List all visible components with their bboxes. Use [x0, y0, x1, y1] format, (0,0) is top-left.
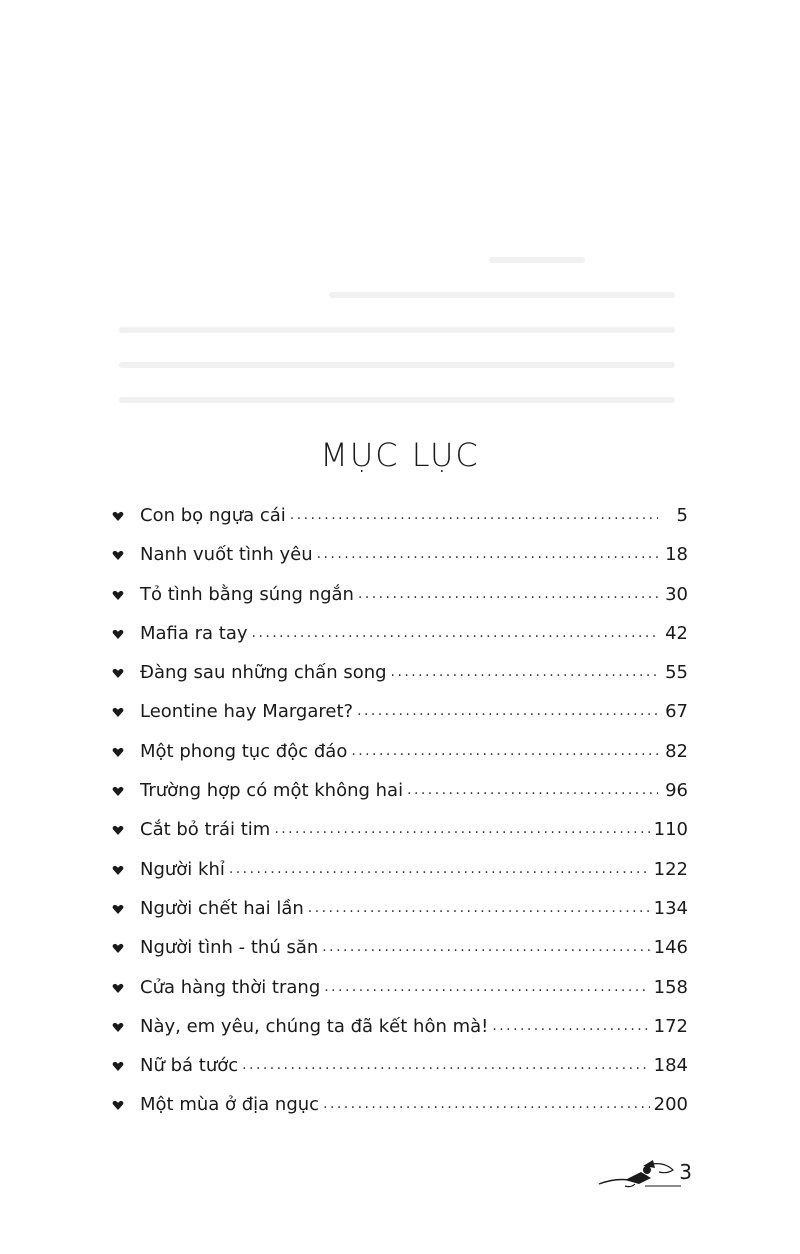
heart-icon [112, 667, 124, 679]
toc-entry [112, 701, 688, 740]
page-number: 3 [679, 1160, 692, 1184]
heart-icon [112, 549, 124, 561]
toc-entry-page: 67 [665, 701, 688, 723]
dot-leader [274, 821, 649, 837]
page-footer [595, 1150, 692, 1190]
toc-entry-page: 18 [665, 544, 688, 566]
dot-leader [323, 1096, 650, 1112]
flying-witch-icon [595, 1154, 685, 1190]
toc-entry [112, 584, 688, 623]
toc-entry [112, 1094, 688, 1133]
toc-entry-title: Leontine hay Margaret? [140, 701, 354, 723]
heart-icon [112, 1060, 124, 1072]
toc-entry [112, 977, 688, 1016]
toc-entry-page: 158 [653, 976, 688, 998]
dot-leader [308, 900, 650, 916]
toc-entry-title: Tỏ tình bằng súng ngắn [140, 583, 354, 605]
heart-icon [112, 628, 124, 640]
toc-entry [112, 1055, 688, 1094]
toc-entry-page: 146 [653, 937, 688, 959]
heart-icon [112, 942, 124, 954]
dot-leader [351, 743, 658, 759]
heart-icon [112, 785, 124, 797]
toc-entry-page: 122 [653, 858, 688, 880]
toc-entry-title: Con bọ ngựa cái [140, 505, 286, 526]
toc-entry [112, 623, 688, 662]
toc-entry [112, 544, 688, 583]
dot-leader [322, 939, 649, 955]
toc-entry-title: Cắt bỏ trái tim [140, 819, 271, 841]
toc-entry-page: 82 [665, 740, 688, 762]
heart-icon [112, 589, 124, 601]
toc-entry-page: 172 [653, 1015, 688, 1037]
heart-icon [112, 824, 124, 836]
toc-entry-page: 134 [653, 897, 688, 919]
toc-entry [112, 859, 688, 898]
toc-entry [112, 741, 688, 780]
toc-entry-page: 96 [665, 780, 688, 802]
toc-entry-title: Đàng sau những chấn song [140, 662, 387, 684]
dot-leader [357, 703, 658, 719]
toc-entry-page: 200 [653, 1094, 688, 1116]
toc-entry-page: 42 [665, 622, 688, 644]
dot-leader [407, 782, 658, 798]
toc-entry-page: 30 [665, 583, 688, 605]
bleed-through-texture [112, 240, 688, 410]
dot-leader [242, 1057, 649, 1073]
toc-entry-page: 55 [665, 662, 688, 684]
heart-icon [112, 1021, 124, 1033]
toc-entry [112, 1016, 688, 1055]
dot-leader [229, 861, 650, 877]
toc-entry-title: Mafia ra tay [140, 622, 248, 644]
dot-leader [324, 979, 649, 995]
toc-entry-page: 184 [653, 1055, 688, 1077]
toc-entry-title: Nanh vuốt tình yêu [140, 544, 313, 566]
toc-entry-title: Trường hợp có một không hai [140, 780, 404, 802]
toc-entry-title: Cửa hàng thời trang [140, 976, 321, 998]
heart-icon [112, 982, 124, 994]
page-title: MỤC LỤC [320, 436, 480, 475]
toc-entry [112, 505, 688, 544]
table-of-contents [112, 505, 688, 1134]
toc-entry [112, 937, 688, 976]
dot-leader [252, 625, 658, 641]
toc-entry-title: Nữ bá tước [140, 1055, 239, 1077]
toc-entry-title: Người khỉ [140, 858, 225, 880]
heart-icon [112, 510, 124, 522]
toc-entry [112, 898, 688, 937]
heart-icon [112, 1099, 124, 1111]
toc-entry-title: Người tình - thú săn [140, 937, 319, 959]
toc-entry [112, 662, 688, 701]
heart-icon [112, 864, 124, 876]
dot-leader [492, 1018, 649, 1034]
toc-entry-page: 5 [676, 505, 688, 526]
toc-entry-title: Này, em yêu, chúng ta đã kết hôn mà! [140, 1015, 489, 1037]
toc-entry-title: Một mùa ở địa ngục [140, 1094, 320, 1116]
dot-leader [317, 546, 658, 562]
heart-icon [112, 746, 124, 758]
heart-icon [112, 706, 124, 718]
toc-entry-page: 110 [653, 819, 688, 841]
toc-entry-title: Người chết hai lần [140, 897, 304, 919]
toc-entry-title: Một phong tục độc đáo [140, 740, 348, 762]
dot-leader [358, 586, 658, 602]
dot-leader [391, 664, 658, 680]
dot-leader [290, 507, 658, 523]
heart-icon [112, 903, 124, 915]
toc-entry [112, 780, 688, 819]
toc-entry [112, 819, 688, 858]
